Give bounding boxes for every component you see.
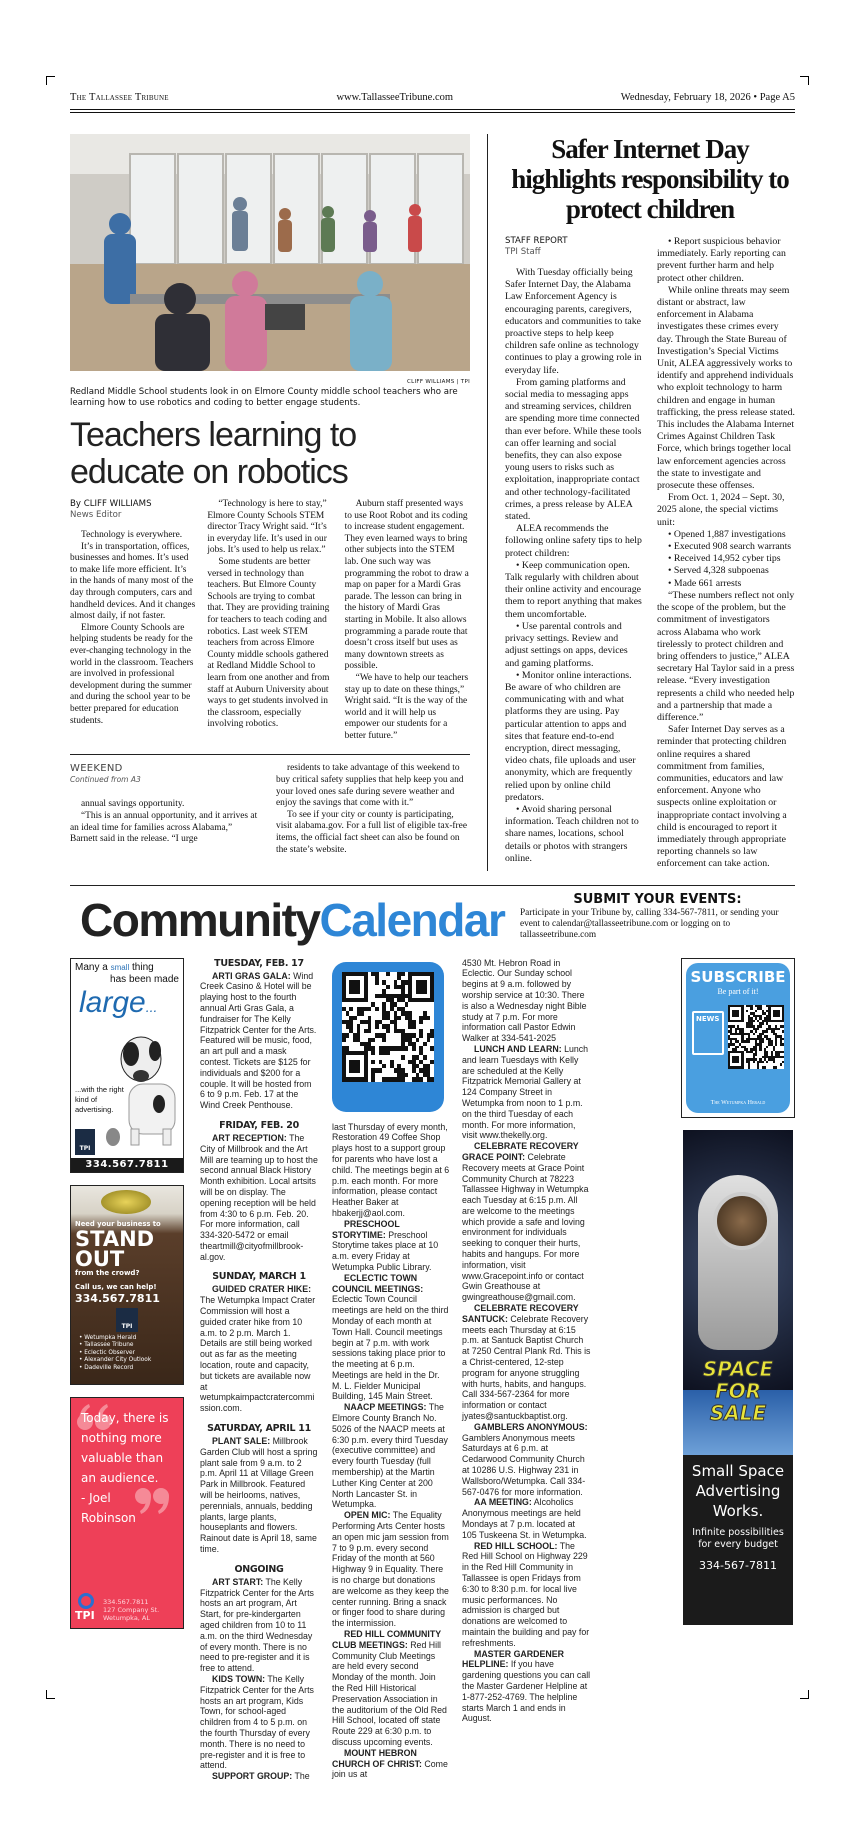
weekend-continuation (70, 763, 470, 856)
calendar-entry (332, 1402, 450, 1510)
ad-text: has been made (110, 973, 179, 985)
article-paragraph: • Monitor online interactions. Be aware of who children are communicating with and what platforms they are using. Pay particular attention to apps and sites that feature end-to-end encryption, direct messaging, video chats, file uploads and user anonymity, which are frequently relied upon by online child predators. (505, 669, 636, 803)
ad-phone: 334-567-7811 (699, 1558, 777, 1572)
article-paragraph: Auburn staff presented ways to use Root Robot and its coding to increase student engagement. They even learned ways to bring other subjects into the STEM lab. One such way was programming the robot to draw a map on paper for a Mardi Gras parade. The lesson can bring in the history of Mardi Gras starting in Mobile. It also allows programming a parade route that doesn’t cross itself but uses as many downtown streets as possible. (344, 499, 469, 672)
safer-headline: Safer Internet Day highlights responsibility to protect children (511, 134, 789, 224)
calendar-entry-title: MOUNT HEBRON CHURCH OF CHRIST: (332, 1747, 422, 1769)
byline: STAFF REPORT (505, 236, 568, 246)
article-paragraph: • Served 4,328 subpoenas (668, 565, 769, 577)
calendar-entry-title: KIDS TOWN: (212, 1673, 266, 1684)
article-paragraph: ALEA recommends the following online safety tips to help protect children: (505, 523, 642, 559)
calendar-entry (462, 1422, 592, 1498)
gold-egg-icon (101, 1190, 151, 1214)
tpi-logo-block (75, 1593, 99, 1622)
ad-contact (103, 1598, 159, 1622)
calendar-title-part1: Community (80, 893, 320, 946)
calendar-entry (200, 1577, 318, 1674)
newspaper-page (70, 0, 795, 1822)
calendar-entry-title: ART RECEPTION: (212, 1132, 287, 1143)
ad-headline-line: STAND (75, 1226, 155, 1251)
article-paragraph: residents to take advantage of this weekend to buy critical safety supplies that help keep you and your loved ones safe during severe weather and enjoy the savings that come with it.” (276, 763, 464, 809)
article-paragraph: Safer Internet Day serves as a reminder that protecting children online requires a shared commitment from families, communities, educators and law enforcement. Anyone who suspects online exploitation or inappropriate contact involving a child is encouraged to report it immediately through appropriate reporting channels so law enforcement can take action. (657, 724, 787, 870)
website-link[interactable]: www.TallasseeTribune.com (336, 92, 454, 103)
calendar-entry (462, 1141, 592, 1303)
calendar-entry-title: MASTER GARDENER HELPLINE: (462, 1648, 564, 1670)
calendar-entry-title: OPEN MIC: (344, 1510, 391, 1521)
safer-article-body (505, 236, 795, 871)
photo-caption: Redland Middle School students look in on Elmore County middle school teachers who are learning how to use robotics and coding to better engage students. (70, 387, 458, 408)
ad-subscribe[interactable] (681, 958, 795, 1118)
ad-address: Wetumpka, AL (103, 1613, 151, 1622)
calendar-entry-title: RED HILL COMMUNITY CLUB MEETINGS: (332, 1629, 441, 1650)
ad-paper-name: • Eclectic Observer (79, 1349, 135, 1356)
calendar-entry-text: Red Hill Community Club Meetings are held every second Monday of the month. Join the Red Hill Historical Preservation Association in the auditorium of the Old Red Hill School, located off state Route 229 at 6:30 p.m. to discuss upcoming events. (332, 1639, 447, 1747)
crop-mark (800, 1690, 809, 1699)
ad-quote-text: Today, there is nothing more valuable than an audience. (81, 1410, 169, 1485)
calendar-entry (332, 1629, 450, 1748)
article-paragraph: • Executed 908 search warrants (668, 541, 792, 553)
byline: By CLIFF WILLIAMS (70, 499, 152, 509)
article-paragraph-list (70, 499, 470, 742)
calendar-column-2-text (332, 1122, 450, 1781)
calendar-entry (200, 971, 318, 1111)
ad-paper-name: • Tallassee Tribune (79, 1342, 134, 1349)
calendar-entry-text: Celebrate Recovery meets at Grace Point Community Church at 78223 Tallassee Highway in Wetumpka each Tuesday at 6:15 p.m. All are welcome to the meetings which provide a safe and loving environment for individuals seeking to conquer their hurts, habits and hangups. For more information, visit www.Gracepoint.info or contact Gwin Greathouse at gwingreathouse@gmail.com. (462, 1151, 589, 1303)
calendar-entry-text: Preschool Storytime takes place at 10 a.m. every Friday at Wetumpka Public Library. (332, 1229, 439, 1272)
ad-headline: Small Space Advertising Works. (691, 1461, 785, 1520)
article-paragraph: Technology is everywhere. (81, 530, 183, 540)
continued-from: Continued from A3 (70, 775, 141, 785)
article-paragraph: • Made 661 arrests (668, 577, 742, 589)
calendar-entry-title: LUNCH AND LEARN: (474, 1043, 562, 1054)
section-divider (70, 885, 795, 886)
ad-text: Call us, we can help! (75, 1282, 157, 1291)
ad-headline-line: OUT (75, 1246, 125, 1271)
ad-large-word: large (79, 985, 146, 1019)
ad-text: Infinite possibilities for every budget (692, 1526, 784, 1550)
article-paragraph-list (276, 763, 470, 856)
ad-audience-quote[interactable] (70, 1397, 184, 1629)
article-paragraph: • Opened 1,887 investigations (668, 528, 786, 540)
ad-tagline: ...with the right kind of advertising. (75, 1084, 124, 1114)
article-paragraph: “These numbers reflect not only the scope of the problem, but the commitment of investigators across Alabama who work tirelessly to protect children and bring offenders to justice,” ALEA secretary Hal Taylor said in a press release. “Every investigation represents a child who needed help and a partnership that made a difference.” (657, 589, 795, 723)
calendar-entry-title: PRESCHOOL STORYTIME: (332, 1218, 400, 1240)
calendar-entry (462, 1497, 592, 1540)
calendar-title (70, 892, 510, 948)
calendar-column-3 (462, 958, 592, 1725)
calendar-entry (332, 1219, 450, 1273)
calendar-body (70, 958, 795, 1782)
space-for-sale-word: FOR (714, 1378, 762, 1403)
calendar-entry-text: Celebrate Recovery meets each Thursday at 6:15 p.m. at Santuck Baptist Church at 7250 Central Plank Rd. This is a Christ-centered, 12-step program for anyone struggling with hurts, habits, and hangups. Call 334-567-2364 for more information or contact jyates@santuckbaptist.org. (462, 1313, 591, 1422)
calendar-entry-text: The Kelly Fitzpatrick Center for the Arts hosts an art program, Kids Town, for school-aged children from 4 to 5 p.m. on the fourth Thursday of every month. There is no need to pre-register and it is free to attend. (200, 1673, 314, 1771)
calendar-entry (332, 1273, 450, 1403)
subscribe-panel (686, 963, 790, 1113)
calendar-entry (200, 1771, 318, 1782)
ad-paper-name: • Wetumpka Herald (79, 1334, 137, 1341)
wetumpka-herald-logo: The Wetumpka Herald (710, 1099, 766, 1106)
calendar-entry: last Thursday of every month, Restoration 49 Coffee Shop plays host to a support group for parents who have lost a child. The meetings begin at 6 p.m. each month. For more information, please contact Heather Baker at hbakerjj@aol.com. (332, 1121, 450, 1218)
calendar-entry-list (332, 1122, 450, 1781)
submit-events-text: Participate in your Tribune by, calling 334-567-7811, or sending your event to calendar@tallasseetribune.com or logging on to tallasseetribune.com (520, 907, 779, 941)
submit-events (520, 892, 795, 942)
calendar-entry (200, 1284, 318, 1414)
left-stories (70, 134, 470, 871)
calendar-entry-text: The Kelly Fitzpatrick Center for the Arts hosts an art program, Art Start, for pre-kindergarten aged children from 10 to 11 a.m. on the third Wednesday of every month. There is no need to pre-register and it is free to attend. (200, 1576, 314, 1674)
calendar-entry (462, 1649, 592, 1725)
article-paragraph: From Oct. 1, 2024 – Sept. 30, 2025 alone, the special victims unit: (657, 492, 785, 528)
weekend-col-1 (70, 763, 262, 856)
article-paragraph: • Received 14,952 cyber tips (668, 553, 781, 565)
subscribe-subtitle: Be part of it! (717, 986, 759, 996)
ad-header-text (71, 959, 183, 986)
calendar-entry-text: The Red Hill School on Highway 229 in the Red Hill Community in Tallassee is open Fridays from 6:30 to 8:30 p.m. for local live music performances. No admission is charged but donations are welcomed to maintain the building and pay for refreshments. (462, 1540, 590, 1648)
newspaper-icon (692, 1011, 724, 1055)
calendar-entry-title: GUIDED CRATER HIKE: (212, 1284, 312, 1295)
ad-quote-author: - Joel Robinson (81, 1490, 136, 1525)
qr-code-icon (342, 972, 434, 1082)
calendar-entry-title: SUPPORT GROUP: (212, 1771, 293, 1782)
classroom-photo (70, 134, 470, 371)
calendar-entry-title: GAMBLERS ANONYMOUS: (474, 1421, 588, 1432)
calendar-entry-text: The Equality Performing Arts Center hosts an open mic jam session from 7 to 9 p.m. every second Friday of the month at 560 Highway 9 in Equality. There is no charge but donations are welcome as they keep the center running. Bring a snack or finger food to share during the intermission. (332, 1510, 449, 1629)
calendar-entry-title: AA MEETING: (474, 1497, 532, 1508)
calendar-entry-text: Gamblers Anonymous meets Saturdays at 6 p.m. at Cedarwood Community Church at 10286 U.S. Highway 231 in Wallsboro/Wetumpka. Call 334-567-0476 for more information. (462, 1432, 586, 1497)
astronaut-image (683, 1130, 793, 1455)
paper-name: The Tallassee Tribune (70, 92, 169, 103)
article-paragraph: With Tuesday officially being Safer Internet Day, the Alabama Law Enforcement Agency is encouraging parents, caregivers, educators and communities to take proactive steps to help keep children safe online as technology continues to play a growing role in everyday life. (505, 267, 642, 376)
calendar-entry-text: Lunch and learn Tuesdays with Kelly are scheduled at the Kelly Fitzpatrick Memorial Gallery at 124 Company Street in Wetumpka from noon to 1 p.m. on the third Tuesday of each month. For more information, visit www.thekelly.org. (462, 1043, 589, 1141)
weekend-col-2 (276, 763, 470, 856)
calendar-entry-title: ART START: (212, 1576, 264, 1587)
calendar-entry-title: CELEBRATE RECOVERY SANTUCK: (462, 1303, 579, 1324)
calendar-entry (200, 1436, 318, 1555)
tpi-logo: TPI (75, 1129, 95, 1155)
ad-stand-out[interactable] (70, 1185, 184, 1385)
calendar-entry (200, 1674, 318, 1771)
ad-large-dog[interactable] (70, 958, 184, 1173)
calendar-qr-code[interactable] (332, 962, 444, 1112)
article-paragraph: • Keep communication open. Talk regularly with children about their online activity and encourage them to report anything that makes them uncomfortable. (505, 559, 642, 620)
calendar-date-heading: FRIDAY, FEB. 20 (219, 1119, 299, 1131)
page-header (70, 92, 795, 103)
qr-code-icon (728, 1005, 784, 1069)
ad-phone: 334.567.7811 (103, 1597, 149, 1606)
calendar-entry-text: The Elmore County Branch No. 5026 of the NAACP meets at 6:30 p.m. every third Tuesday (executive committee) and every fourth Tuesday (full membership) at the Martin Luther King Center at 200 North Lancaster St. in Wetumpka. (332, 1402, 448, 1510)
calendar-entry-text: Alcoholics Anonymous meetings are held Mondays at 7 p.m. located at 105 Tuskeena St. in Wetumpka. (462, 1497, 587, 1540)
ad-text: Need your business to (75, 1219, 161, 1228)
calendar-entry-text: The (292, 1771, 310, 1782)
ad-text: thing (132, 961, 154, 973)
article-paragraph: From gaming platforms and social media to messaging apps and streaming services, children are spending more time connected than ever before. While these tools can offer learning and social benefits, they can also expose young users to risks such as exploitation, inappropriate contact and other technology-facilitated crimes, a press release by ALEA stated. (505, 376, 642, 523)
article-paragraph: While online threats may seem distant or abstract, law enforcement in Alabama investigates these crimes every day. Through the State Bureau of Investigation’s Special Victims Unit, ALEA aggressively works to identify and apprehend individuals who exploit technology to harm children and engage in human trafficking, the press release stated. This includes the Alabama Internet Crimes Against Children Task Force, which brings together local law enforcement agencies across the state to investigate and prosecute these offenses. (657, 284, 796, 492)
calendar-entry-text: If you have gardening questions you can call the Master Gardener Helpline at 1-877-252-4769. The helpline starts March 1 and ends in August. (462, 1659, 591, 1724)
space-for-sale-word-list (683, 1358, 793, 1424)
crop-mark (46, 1690, 55, 1699)
ad-paper-name-list (75, 1335, 179, 1373)
calendar-entry-title: PLANT SALE: (212, 1436, 271, 1447)
calendar-entry (200, 1133, 318, 1263)
article-paragraph: • Use parental controls and privacy settings. Review and adjust settings on apps, devices and gaming platforms. (505, 620, 628, 669)
calendar-entry-list (200, 958, 318, 1782)
article-paragraph: “We have to help our teachers stay up to date on these things,” Wright said. “It is the way of the world and it will help us empower our students for a better future.” (344, 672, 469, 741)
teachers-article-body (70, 499, 470, 742)
top-stories (70, 134, 795, 871)
calendar-entry-title: ECLECTIC TOWN COUNCIL MEETINGS: (332, 1272, 424, 1294)
calendar-entry (462, 1541, 592, 1649)
calendar-entry-text: Eclectic Town Council meetings are held on the third Monday of each month at Town Hall. Council meetings begin at 7 p.m. with work sessions taking place prior to the meeting at 6 p.m. Meetings are held in the Dr. M. L. Fielder Municipal Building, 145 Main Street. (332, 1294, 449, 1402)
subscribe-title: SUBSCRIBE (690, 967, 786, 986)
article-paragraph: “Technology is here to stay,” Elmore County Schools STEM director Tracy Wright said. “It’s in everyday life. It’s used in our jobs. It’s used to help us relax.” (207, 499, 327, 556)
dateline: Wednesday, February 18, 2026 • Page A5 (620, 92, 795, 103)
article-paragraph: “This is an annual opportunity, and it arrives at an ideal time for families across Alabama,” Barnett said in the release. “I urge (70, 811, 258, 845)
calendar-column-1 (200, 958, 318, 1782)
calendar-entry (332, 1748, 450, 1780)
right-ads (681, 958, 795, 1637)
calendar-entry-title: RED HILL SCHOOL: (474, 1540, 558, 1551)
article-paragraph: Some students are better versed in technology than teachers. But Elmore County Schools are trying to combat that. They are providing training for teachers to teach coding and robotics. Last week STEM teachers from across Elmore County middle schools gathered at Redland Middle School to learn from one another and from staff at Auburn University about ways to get students involved in the classroom, especially involving robotics. (207, 556, 330, 730)
calendar-entry-list (462, 958, 592, 1725)
calendar-column-2 (332, 958, 450, 1781)
calendar-entry-text: Come join us at (332, 1758, 448, 1780)
article-paragraph: • Avoid sharing personal information. Teach children not to share names, locations, school details or photos with strangers online. (505, 803, 639, 864)
crop-mark (46, 76, 55, 85)
ad-text: ... (145, 998, 158, 1015)
article-paragraph: Elmore County Schools are helping students be ready for the ever-changing technology in the world in the classroom. Teachers are involved in professional development during the summer and during the school year to be better prepared for education students. (70, 622, 194, 726)
ad-space-for-sale[interactable] (683, 1130, 793, 1625)
weekend-label: WEEKEND (70, 763, 123, 775)
header-rule (70, 109, 795, 113)
ad-phone: 334.567.7811 (71, 1158, 183, 1172)
tpi-logo: TPI (116, 1308, 138, 1332)
calendar-entry: 4530 Mt. Hebron Road in Eclectic. Our Sunday school begins at 9 a.m. followed by worship service at 10:30. There is also a Wednesday night Bible study at 7 p.m. For more information call Pastor Edwin Walker at 334-541-2025 (462, 957, 587, 1044)
calendar-date-heading: SUNDAY, MARCH 1 (212, 1271, 306, 1283)
ad-large-word-line (71, 986, 183, 1024)
section-divider (70, 754, 470, 755)
article-paragraph: annual savings opportunity. (81, 799, 185, 810)
space-for-sale-word: SPACE (702, 1356, 774, 1381)
byline-role: TPI Staff (505, 247, 541, 257)
ad-footer (75, 1593, 159, 1622)
article-paragraph-list (505, 236, 795, 871)
article-paragraph: It’s in transportation, offices, businesses and homes. It’s used to make life more efficient. It’s in the hands of many most of the day through computers, cars and handheld devices. And it changes almost daily, if not faster. (70, 541, 196, 622)
left-ads (70, 958, 184, 1641)
calendar-entry-text: Wind Creek Casino & Hotel will be playing host to the fourth annual Arti Gras Gala, a fundraiser for The Kelly Fitzpatrick Center for the Arts. Featured will be music, food, an art pull and a mask contest. Tickets are $125 for individuals and $200 for a couple. It will be hosted from 6 to 9 p.m. Feb. 17 at the Wind Creek Penthouse. (200, 970, 317, 1111)
calendar-entry-title: ARTI GRAS GALA: (212, 970, 291, 981)
calendar-entry (332, 1510, 450, 1629)
calendar-entry (462, 1303, 592, 1422)
calendar-date-heading: SATURDAY, APRIL 11 (207, 1423, 311, 1435)
calendar-entry-title: NAACP MEETINGS: (344, 1402, 427, 1413)
calendar-date-heading: ONGOING (234, 1563, 284, 1575)
calendar-entry-title: CELEBRATE RECOVERY GRACE POINT: (462, 1141, 579, 1162)
crop-mark (800, 76, 809, 85)
ad-paper-name: • Alexander City Outlook (79, 1357, 152, 1364)
ad-text: Many a (75, 961, 108, 973)
calendar-entry-text: The City of Millbrook and the Art Mill are teaming up to host the second annual Black History Month exhibition. Local artsits will be on display. The opening reception will be held from 4:30 to 6 p.m. Feb. 20. For more information, call 334-320-5472 or email theartmill@cityofmillbrook-al.gov. (200, 1132, 318, 1262)
byline-role: News Editor (70, 510, 122, 520)
teachers-headline: Teachers learning to educate on robotics (70, 416, 357, 491)
submit-events-heading: SUBMIT YOUR EVENTS: (573, 891, 742, 907)
article-paragraph: • Report suspicious behavior immediately. Early reporting can prevent further harm and help protect other children. (657, 236, 786, 284)
calendar-entry (462, 1044, 592, 1141)
tpi-logo: TPI (75, 1608, 95, 1622)
photo-credit: CLIFF WILLIAMS | TPI (406, 379, 470, 385)
space-for-sale-word: SALE (709, 1400, 767, 1425)
ad-text: small (110, 962, 130, 972)
article-paragraph: To see if your city or county is participating, visit alabama.gov. For a full list of eligible tax-free items, the official fact sheet can also be found on the state’s website. (276, 809, 468, 855)
calendar-title-part2: Calendar (319, 893, 505, 946)
ad-text: from the crowd? (75, 1268, 140, 1277)
article-paragraph-list (70, 799, 262, 845)
ad-address: 127 Company St. (103, 1605, 160, 1614)
calendar-header (70, 892, 795, 948)
newspaper-icon-label: NEWS (696, 1014, 720, 1023)
calendar-entry-text: The Wetumpka Impact Crater Commission will host a guided crater hike from 10 a.m. to 2 p.m. March 1. Details are still being worked out as far as the meeting location, route and capacity, but tickets are available now at wetumpkaimpactcratercommission.com. (200, 1295, 316, 1414)
right-story (505, 134, 795, 871)
ad-paper-name: • Dadeville Record (79, 1364, 134, 1371)
tpi-logo-icon (78, 1593, 94, 1609)
column-rule (487, 134, 488, 871)
calendar-date-heading: TUESDAY, FEB. 17 (214, 957, 304, 969)
calendar-entry-text: Millbrook Garden Club will host a spring plant sale from 9 a.m. to 2 p.m. April 11 at Village Green Park in Millbrook. Featured will be heirlooms, natives, perennials, annuals, bedding plants, large plants, houseplants and flowers. Rainout date is April 18, same time. (200, 1436, 318, 1555)
ad-phone: 334.567.7811 (75, 1291, 160, 1305)
